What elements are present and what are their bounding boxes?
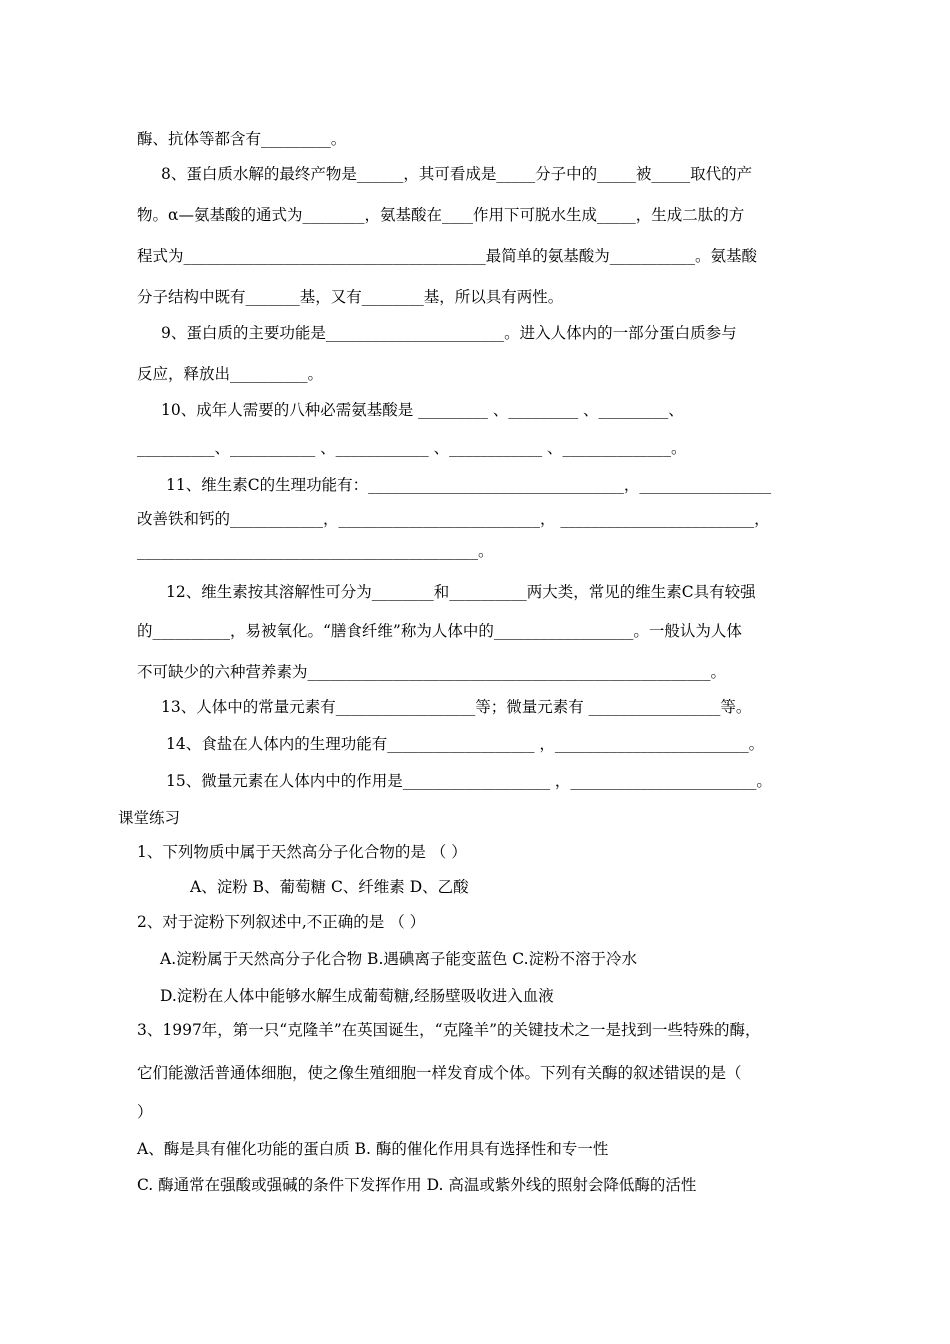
text-line: 改善铁和钙的____________，__________________________， _________________________，	[137, 510, 770, 528]
exercise-2-options: A.淀粉属于天然高分子化合物 B.遇碘离子能变蓝色 C.淀粉不溶于冷水	[160, 950, 638, 968]
exercise-3: 3、1997年，第一只“克隆羊”在英国诞生，“克隆羊”的关键技术之一是找到一些特殊的酶，	[137, 1021, 761, 1039]
text-line: 的__________，易被氧化。“膳食纤维”称为人体中的__________________。一般认为人体	[137, 622, 742, 640]
text-line: __________、___________ 、____________ 、____________ 、______________。	[137, 439, 687, 457]
question-12-line: 12、维生素按其溶解性可分为________和__________两大类，常见的维生素C具有较强	[166, 583, 756, 601]
text-line: 酶、抗体等都含有_________。	[137, 130, 347, 148]
question-15-line: 15、微量元素在人体内中的作用是___________________ ，________________________。	[166, 772, 772, 790]
exercise-3-cont: 它们能激活普通体细胞，使之像生殖细胞一样发育成个体。下列有关酶的叙述错误的是（	[137, 1064, 742, 1082]
exercise-3-options-cd: C. 酶通常在强酸或强碱的条件下发挥作用 D. 高温或紫外线的照射会降低酶的活性	[137, 1176, 697, 1194]
text-line: 分子结构中既有_______基，又有________基，所以具有两性。	[137, 288, 564, 306]
exercise-2: 2、对于淀粉下列叙述中,不正确的是 （ ）	[137, 913, 426, 931]
text-line: 不可缺少的六种营养素为____________________________________________________。	[137, 663, 727, 681]
question-13-line: 13、人体中的常量元素有__________________等；微量元素有 _________________等。	[161, 698, 752, 716]
question-10-line: 10、成年人需要的八种必需氨基酸是 _________ 、_________ 、_________、	[161, 401, 684, 419]
question-9-line: 9、蛋白质的主要功能是_______________________。进入人体内的一部分蛋白质参与	[161, 324, 737, 342]
section-title: 课堂练习	[118, 809, 181, 827]
exercise-1: 1、下列物质中属于天然高分子化合物的是 （ ）	[137, 843, 467, 861]
text-line: 反应，释放出__________。	[137, 365, 324, 383]
exercise-2-option-d: D.淀粉在人体中能够水解生成葡萄糖,经肠壁吸收进入血液	[160, 987, 554, 1005]
question-14-line: 14、食盐在人体内的生理功能有___________________ ，_________________________。	[166, 735, 765, 753]
text-line: ____________________________________________。	[137, 542, 494, 560]
question-11-line: 11、维生素C的生理功能有：_________________________________，_________________	[166, 476, 772, 494]
exercise-3-options-ab: A、酶是具有催化功能的蛋白质 B. 酶的催化作用具有选择性和专一性	[137, 1140, 609, 1158]
text-line: 程式为_______________________________________最简单的氨基酸为___________。氨基酸	[137, 247, 758, 265]
question-8-line: 8、蛋白质水解的最终产物是______，其可看成是_____分子中的_____被_____取代的产	[161, 165, 753, 183]
text-line: 物。α—氨基酸的通式为________，氨基酸在____作用下可脱水生成_____，生成二肽的方	[137, 206, 745, 224]
exercise-1-options: A、淀粉 B、葡萄糖 C、纤维素 D、乙酸	[190, 878, 469, 896]
exercise-3-bracket: ）	[137, 1103, 153, 1121]
